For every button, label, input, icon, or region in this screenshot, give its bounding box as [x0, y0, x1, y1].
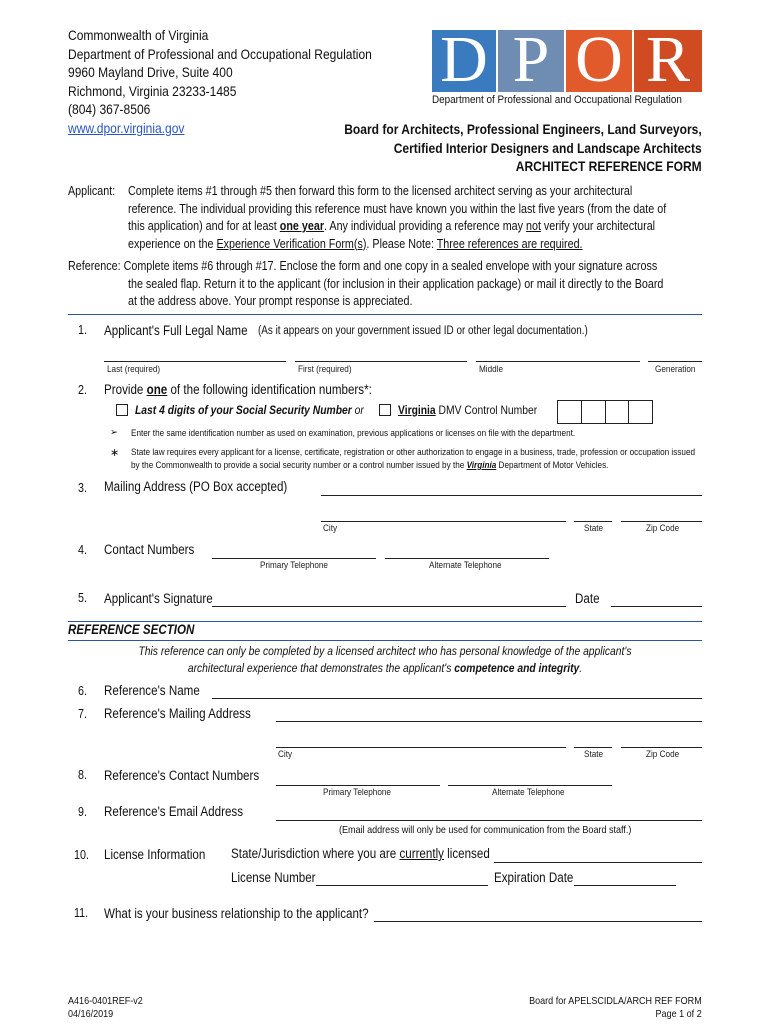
reference-zip-field[interactable] — [621, 747, 702, 748]
field-caption: Last (required) — [107, 364, 161, 375]
item-number: 10. — [74, 848, 89, 862]
item-number: 3. — [78, 481, 87, 495]
address-line: 9960 Mayland Drive, Suite 400 — [68, 64, 233, 80]
field-caption: Alternate Telephone — [492, 787, 565, 798]
dmv-option-label: Virginia DMV Control Number — [398, 403, 538, 417]
applicant-label: Applicant: — [68, 184, 116, 198]
address-line: (804) 367-8506 — [68, 101, 151, 117]
id-note-2: State law requires every applicant for a license, certificate, registration or other authorization to engage in a business, trade, profession or occupation issued — [131, 447, 696, 458]
first-name-field[interactable] — [295, 361, 467, 362]
item-number: 9. — [78, 805, 87, 819]
alternate-telephone-field[interactable] — [385, 558, 549, 559]
item-number: 11. — [74, 906, 89, 920]
logo-letter-r: R — [645, 23, 691, 96]
business-relationship-field[interactable] — [374, 921, 702, 922]
applicant-date-field[interactable] — [611, 606, 702, 607]
reference-alternate-telephone-field[interactable] — [448, 785, 612, 786]
id-note-1: Enter the same identification number as used on examination, previous applications or licenses on file with the department. — [131, 428, 576, 439]
reference-intro-line: architectural experience that demonstrates the applicant's competence and integrity. — [187, 660, 583, 675]
reference-address-label: Reference's Mailing Address — [104, 706, 251, 721]
field-caption: First (required) — [298, 364, 352, 375]
zip-field[interactable] — [621, 521, 702, 522]
field-caption: City — [323, 523, 338, 534]
id-number-label: Provide one of the following identification numbers*: — [104, 382, 372, 397]
expiration-date-label: Expiration Date — [494, 870, 574, 885]
license-info-label: License Information — [104, 847, 206, 862]
arrow-bullet-icon: ➢ — [110, 427, 118, 438]
logo-letter-p: P — [512, 23, 550, 96]
dmv-checkbox[interactable] — [379, 404, 391, 416]
reference-city-field[interactable] — [276, 747, 566, 748]
asterisk-bullet-icon: ∗ — [110, 447, 120, 459]
license-number-field[interactable] — [316, 885, 488, 886]
field-caption: Middle — [479, 364, 504, 375]
state-field[interactable] — [574, 521, 612, 522]
applicant-name-label: Applicant's Full Legal Name — [104, 323, 248, 338]
instruction-text: this application) and for at least one year. Any individual providing a reference may not verify your architectural — [128, 219, 656, 233]
instruction-text: experience on the Experience Verification Form(s). Please Note: Three references are required. — [128, 236, 583, 251]
instruction-text: Complete items #1 through #5 then forward this form to the licensed architect serving as your architectural — [128, 184, 633, 198]
email-note: (Email address will only be used for communication from the Board staff.) — [339, 824, 632, 836]
applicant-signature-label: Applicant's Signature — [104, 591, 213, 606]
reference-primary-telephone-field[interactable] — [276, 785, 440, 786]
item-number: 2. — [78, 383, 87, 397]
last-name-field[interactable] — [104, 361, 286, 362]
board-line-2: Certified Interior Designers and Landscape Architects — [393, 139, 702, 156]
expiration-date-field[interactable] — [574, 885, 676, 886]
address-line: Department of Professional and Occupational Regulation — [68, 45, 372, 62]
generation-field[interactable] — [648, 361, 702, 362]
instruction-text: Reference: Complete items #6 through #17. Enclose the form and one copy in a sealed envelope with your signature across — [68, 259, 658, 273]
item-number: 7. — [78, 707, 87, 721]
field-caption: State — [584, 523, 604, 534]
reference-contact-label: Reference's Contact Numbers — [104, 768, 260, 783]
id-digit-box[interactable] — [629, 401, 652, 423]
id-digit-boxes[interactable] — [557, 400, 653, 424]
item-number: 4. — [78, 543, 87, 557]
city-field[interactable] — [321, 521, 566, 522]
reference-email-field[interactable] — [276, 820, 702, 821]
address-line: Richmond, Virginia 23233-1485 — [68, 82, 237, 99]
address-line: Commonwealth of Virginia — [68, 27, 209, 43]
business-relationship-label: What is your business relationship to the applicant? — [104, 906, 369, 921]
reference-state-field[interactable] — [574, 747, 612, 748]
reference-section-title: REFERENCE SECTION — [68, 622, 195, 637]
id-note-2-line2: by the Commonwealth to provide a social security number or a control number issued by the Virginia Department of Motor Vehicles. — [131, 459, 609, 471]
item-number: 5. — [78, 591, 87, 605]
reference-name-label: Reference's Name — [104, 683, 200, 698]
page-number: Page 1 of 2 — [655, 1007, 702, 1020]
applicant-name-note: (As it appears on your government issued ID or other legal documentation.) — [258, 325, 588, 337]
contact-numbers-label: Contact Numbers — [104, 542, 195, 557]
footer-right — [501, 995, 702, 1020]
mailing-address-label: Mailing Address (PO Box accepted) — [104, 479, 288, 494]
dpor-logo — [432, 23, 704, 110]
field-caption: Generation — [655, 364, 696, 375]
logo-letter-o: O — [575, 23, 623, 96]
reference-name-field[interactable] — [212, 698, 702, 699]
middle-name-field[interactable] — [476, 361, 640, 362]
item-number: 1. — [78, 323, 87, 337]
form-code: A416-0401REF-v2 — [68, 995, 143, 1007]
item-number: 8. — [78, 768, 87, 782]
field-caption: Primary Telephone — [260, 560, 328, 571]
id-digit-box[interactable] — [582, 401, 606, 423]
applicant-signature-field[interactable] — [212, 606, 566, 607]
license-state-label: State/Jurisdiction where you are currently licensed — [231, 846, 490, 861]
field-caption: Zip Code — [646, 523, 680, 534]
field-caption: Alternate Telephone — [429, 560, 502, 571]
license-state-field[interactable] — [494, 862, 702, 863]
footer-left — [68, 995, 155, 1020]
instruction-text: reference. The individual providing this reference must have known you within the last five years (from the date of — [128, 201, 667, 216]
board-title-block — [286, 120, 702, 176]
reference-address-field[interactable] — [276, 721, 702, 722]
instruction-text: the sealed flap. Return it to the applicant (for inclusion in their application package) or mail it directly to the Board — [128, 276, 664, 291]
form-date: 04/16/2019 — [68, 1007, 114, 1020]
primary-telephone-field[interactable] — [212, 558, 376, 559]
section-divider — [68, 314, 702, 315]
id-digit-box[interactable] — [558, 401, 582, 423]
reference-intro — [68, 643, 702, 676]
field-caption: State — [584, 749, 604, 760]
date-label: Date — [575, 591, 600, 606]
board-line-1: Board for Architects, Professional Engineers, Land Surveyors, — [344, 121, 702, 137]
logo-letter-d: D — [440, 23, 488, 96]
id-digit-box[interactable] — [606, 401, 630, 423]
reference-email-label: Reference's Email Address — [104, 804, 244, 819]
website-link[interactable]: www.dpor.virginia.gov — [68, 119, 185, 136]
field-caption: City — [278, 749, 293, 760]
field-caption: Zip Code — [646, 749, 680, 760]
reference-section-underline — [68, 640, 702, 641]
board-abbrev: Board for APELSCIDLA/ARCH REF FORM — [529, 995, 702, 1007]
form-title: ARCHITECT REFERENCE FORM — [516, 158, 702, 174]
mailing-address-field[interactable] — [321, 495, 702, 496]
ssn-option-label: Last 4 digits of your Social Security Number or — [135, 403, 364, 417]
field-caption: Primary Telephone — [323, 787, 391, 798]
ssn-checkbox[interactable] — [116, 404, 128, 416]
reference-intro-line: This reference can only be completed by a licensed architect who has personal knowledge of the applicant's — [138, 644, 632, 658]
item-number: 6. — [78, 684, 87, 698]
logo-caption: Department of Professional and Occupational Regulation — [432, 94, 682, 106]
instruction-text: at the address above. Your prompt response is appreciated. — [128, 294, 413, 308]
license-number-label: License Number — [231, 870, 316, 885]
